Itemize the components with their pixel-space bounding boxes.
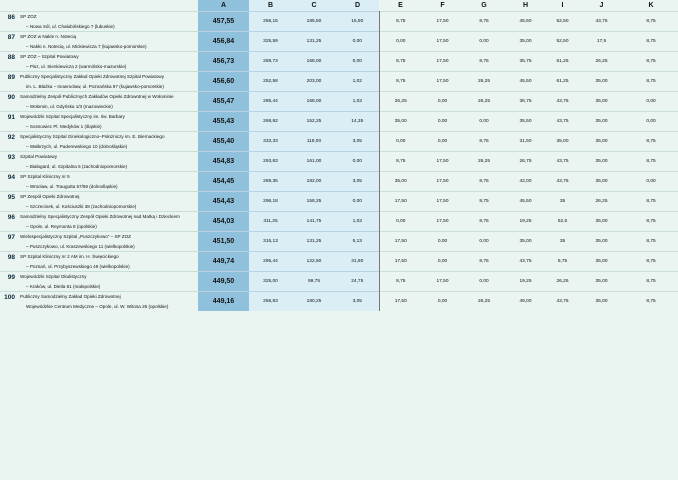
score-cell-I: 61,25 <box>546 52 579 72</box>
score-cell-K: 8,75 <box>624 292 678 312</box>
score-cell-G: 8,75 <box>463 172 505 192</box>
table-row <box>0 132 678 142</box>
score-cell-C: 168,00 <box>292 92 336 112</box>
score-cell-C: 119,00 <box>292 132 336 152</box>
score-cell-E: 8,75 <box>379 272 422 292</box>
score-cell-K: 8,75 <box>624 32 678 52</box>
score-cell-E: 26,25 <box>379 92 422 112</box>
hospital-name: Specjalistyczny Szpital Ginekologiczno–Położniczy im. E. Biernackiego <box>18 132 198 142</box>
score-cell-G: 0,00 <box>463 272 505 292</box>
hospital-name: SP ZOZ – Szpital Powiatowy <box>18 52 198 62</box>
score-cell-B: 295,44 <box>249 252 292 272</box>
score-cell-D: 31,80 <box>336 252 379 272</box>
score-cell-F: 17,50 <box>422 152 463 172</box>
score-cell-J: 43,75 <box>579 12 624 32</box>
score-cell-E: 35,00 <box>379 172 422 192</box>
hospital-address: – Nowa Sól, ul. Chałubińskiego 7 (lubuskie) <box>26 23 115 29</box>
hospital-name: Wojewódzki Szpital Specjalistyczny im. św. Barbary <box>18 112 198 122</box>
score-cell-H: 49,00 <box>505 292 546 312</box>
score-cell-I: 43,75 <box>546 92 579 112</box>
hospital-name: SP ZOZ <box>18 12 198 22</box>
total-score-cell: 455,43 <box>198 112 249 132</box>
hospital-address: – Wałbrzych, ul. Paderewskiego 10 (dolnośląskie) <box>26 143 128 149</box>
hospital-name: SP Szpital Kliniczny nr 5 <box>18 172 198 182</box>
score-cell-H: 43,75 <box>505 252 546 272</box>
score-cell-H: 31,50 <box>505 132 546 152</box>
score-cell-E: 17,50 <box>379 192 422 212</box>
rank-number: 93 <box>0 152 18 172</box>
score-cell-K: 8,75 <box>624 252 678 272</box>
score-cell-B: 269,35 <box>249 172 292 192</box>
score-cell-B: 311,25 <box>249 212 292 232</box>
rank-number: 90 <box>0 92 18 112</box>
score-cell-J: 35,00 <box>579 72 624 92</box>
score-cell-E: 8,75 <box>379 152 422 172</box>
score-cell-H: 19,25 <box>505 212 546 232</box>
score-cell-J: 35,00 <box>579 232 624 252</box>
score-cell-J: 35,00 <box>579 92 624 112</box>
hospital-name: Wojewódzki Szpital Okulistyczny <box>18 272 198 282</box>
table-row <box>0 52 678 62</box>
score-cell-G: 8,75 <box>463 12 505 32</box>
score-cell-D: 0,00 <box>336 192 379 212</box>
score-cell-I: 52,50 <box>546 32 579 52</box>
score-cell-C: 99,75 <box>292 272 336 292</box>
score-cell-H: 42,00 <box>505 172 546 192</box>
score-cell-G: 26,25 <box>463 92 505 112</box>
score-cell-J: 35,00 <box>579 152 624 172</box>
rank-number: 89 <box>0 72 18 92</box>
hospital-address: im. L. Błażka – Inowrocław, ul. Poznańska 97 (kujawsko-pomorskie) <box>26 83 164 89</box>
total-score-cell: 455,40 <box>198 132 249 152</box>
score-cell-H: 35,00 <box>505 32 546 52</box>
score-cell-K: 0,00 <box>624 92 678 112</box>
score-cell-I: 43,75 <box>546 292 579 312</box>
hospital-address: – Wołomin, ul. Gdyńska 1/3 (mazowieckie) <box>26 103 113 109</box>
score-cell-G: 8,75 <box>463 192 505 212</box>
score-cell-B: 288,73 <box>249 52 292 72</box>
header-C: C <box>292 0 336 12</box>
hospital-name: Publiczny Specjalistyczny Zakład Opieki Zdrowotnej Szpital Powiatowy <box>18 72 198 82</box>
score-cell-I: 61,25 <box>546 72 579 92</box>
score-cell-K: 8,75 <box>624 212 678 232</box>
score-cell-C: 152,25 <box>292 112 336 132</box>
score-cell-E: 0,00 <box>379 212 422 232</box>
score-cell-D: 24,75 <box>336 272 379 292</box>
total-score-cell: 449,74 <box>198 252 249 272</box>
rank-number: 88 <box>0 52 18 72</box>
score-cell-I: 43,75 <box>546 152 579 172</box>
score-cell-D: 0,00 <box>336 152 379 172</box>
header-D: D <box>336 0 379 12</box>
score-cell-E: 17,50 <box>379 252 422 272</box>
score-cell-D: 1,03 <box>336 212 379 232</box>
score-cell-J: 26,25 <box>579 192 624 212</box>
score-cell-J: 26,25 <box>579 52 624 72</box>
header-I: I <box>561 2 564 9</box>
score-cell-E: 0,00 <box>379 32 422 52</box>
score-cell-K: 8,75 <box>624 12 678 32</box>
score-cell-C: 180,25 <box>292 292 336 312</box>
hospital-address: – Puszczykowo, ul. Kraszewskiego 11 (wielkopolskie) <box>26 243 135 249</box>
header-name <box>18 0 198 12</box>
score-cell-B: 293,83 <box>249 152 292 172</box>
total-score-cell: 454,03 <box>198 212 249 232</box>
score-cell-E: 17,50 <box>379 292 422 312</box>
score-cell-D: 5,13 <box>336 232 379 252</box>
rank-number: 96 <box>0 212 18 232</box>
score-cell-F: 17,50 <box>422 212 463 232</box>
rank-number: 98 <box>0 252 18 272</box>
hospital-address: – Poznań, ul. Przybyszewskiego 49 (wielkopolskie) <box>26 263 130 269</box>
hospital-address: – Kraków, ul. Dietla 61 (małopolskie) <box>26 283 101 289</box>
hospital-name: SP Zespół Opieki Zdrowotnej <box>18 192 198 202</box>
score-cell-D: 3,05 <box>336 292 379 312</box>
hospital-address: – Nakło n. Notecią, ul. Mickiewicza 7 (kujawsko-pomorskie) <box>26 43 147 49</box>
total-score-cell: 455,47 <box>198 92 249 112</box>
score-cell-C: 185,50 <box>292 12 336 32</box>
score-cell-C: 141,75 <box>292 212 336 232</box>
rank-number: 86 <box>0 12 18 32</box>
header-H: H <box>522 2 529 9</box>
header-J: J <box>599 2 604 9</box>
score-cell-F: 0,00 <box>422 92 463 112</box>
rank-number: 100 <box>0 292 18 312</box>
score-cell-K: 8,75 <box>624 52 678 72</box>
score-cell-H: 26,75 <box>505 152 546 172</box>
score-cell-I: 26,25 <box>546 272 579 292</box>
score-cell-F: 17,50 <box>422 52 463 72</box>
score-cell-F: 0,00 <box>422 132 463 152</box>
rank-number: 91 <box>0 112 18 132</box>
score-cell-J: 35,00 <box>579 132 624 152</box>
score-cell-G: 0,00 <box>463 112 505 132</box>
score-cell-J: 35,00 <box>579 172 624 192</box>
score-cell-D: 1,03 <box>336 92 379 112</box>
header-F: F <box>440 2 445 9</box>
score-cell-J: 35,00 <box>579 212 624 232</box>
total-score-cell: 454,83 <box>198 152 249 172</box>
score-cell-H: 36,75 <box>505 92 546 112</box>
score-cell-F: 17,50 <box>422 32 463 52</box>
score-cell-B: 268,82 <box>249 112 292 132</box>
score-cell-E: 0,00 <box>379 132 422 152</box>
score-cell-J: 17,5 <box>579 32 624 52</box>
score-cell-G: 8,75 <box>463 132 505 152</box>
total-score-cell: 454,45 <box>198 172 249 192</box>
table-body <box>0 12 678 312</box>
score-cell-B: 325,00 <box>249 272 292 292</box>
table-row <box>0 12 678 22</box>
rank-number: 95 <box>0 192 18 212</box>
score-cell-B: 296,18 <box>249 192 292 212</box>
hospital-name: SP ZOZ w Nakle n. Notecią <box>18 32 198 42</box>
score-cell-I: 52,5 <box>546 212 579 232</box>
table-row <box>0 192 678 202</box>
hospital-name: Szpital Powiatowy <box>18 152 198 162</box>
rank-number: 94 <box>0 172 18 192</box>
table-row <box>0 272 678 282</box>
score-cell-E: 8,75 <box>379 52 422 72</box>
table-row <box>0 92 678 102</box>
score-cell-C: 203,00 <box>292 72 336 92</box>
score-cell-C: 161,00 <box>292 152 336 172</box>
score-cell-K: 8,75 <box>624 132 678 152</box>
score-cell-I: 52,50 <box>546 12 579 32</box>
hospital-address: – Sosnowiec Pl. Medyków 1 (śląskie) <box>26 123 102 129</box>
score-cell-K: 8,75 <box>624 232 678 252</box>
table-row <box>0 232 678 242</box>
score-cell-I: 35 <box>546 192 579 212</box>
score-cell-D: 3,05 <box>336 132 379 152</box>
header-rank <box>0 0 18 12</box>
score-cell-B: 256,15 <box>249 12 292 32</box>
score-cell-G: 26,25 <box>463 72 505 92</box>
score-cell-B: 286,44 <box>249 92 292 112</box>
score-cell-G: 8,75 <box>463 252 505 272</box>
score-cell-E: 35,00 <box>379 112 422 132</box>
table-row <box>0 32 678 42</box>
score-cell-F: 17,50 <box>422 272 463 292</box>
score-cell-F: 17,50 <box>422 72 463 92</box>
score-cell-B: 333,33 <box>249 132 292 152</box>
header-K: K <box>648 2 654 9</box>
score-cell-H: 19,25 <box>505 272 546 292</box>
total-score-cell: 457,55 <box>198 12 249 32</box>
score-cell-D: 14,35 <box>336 112 379 132</box>
score-cell-G: 8,75 <box>463 52 505 72</box>
score-cell-I: 43,75 <box>546 112 579 132</box>
hospital-name: Samodzielny Zespół Publicznych Zakładów Opieki Zdrowotnej w Wołominie <box>18 92 198 102</box>
score-cell-F: 0,00 <box>422 232 463 252</box>
hospital-address: – Białogard, ul. Szpitalna 5 (zachodniopomorskie) <box>26 163 128 169</box>
rank-number: 97 <box>0 232 18 252</box>
score-cell-K: 8,75 <box>624 72 678 92</box>
header-A: A <box>198 0 249 12</box>
score-cell-D: 3,05 <box>336 172 379 192</box>
score-cell-H: 35,00 <box>505 232 546 252</box>
score-cell-E: 17,50 <box>379 232 422 252</box>
score-cell-F: 17,50 <box>422 192 463 212</box>
hospital-name: Publiczny Samodzielny Zakład Opieki Zdrowotnej <box>18 292 198 302</box>
score-cell-F: 0,00 <box>422 292 463 312</box>
table-row <box>0 72 678 82</box>
score-cell-K: 8,75 <box>624 192 678 212</box>
hospital-address: Wojewódzkie Centrum Medyczne – Opole, ul. W. Witosa 26 (opolskie) <box>26 303 169 309</box>
table-row <box>0 152 678 162</box>
score-cell-E: 8,75 <box>379 72 422 92</box>
score-cell-H: 35,75 <box>505 52 546 72</box>
table-row <box>0 292 678 302</box>
header-E: E <box>398 2 403 9</box>
score-cell-E: 8,75 <box>379 12 422 32</box>
hospital-address: – Opole, ul. Reymonta 8 (opolskie) <box>26 223 97 229</box>
header-B: B <box>249 0 292 12</box>
score-cell-I: 35,00 <box>546 132 579 152</box>
score-cell-F: 17,50 <box>422 172 463 192</box>
total-score-cell: 449,50 <box>198 272 249 292</box>
rank-number: 87 <box>0 32 18 52</box>
score-cell-K: 8,75 <box>624 152 678 172</box>
score-cell-B: 256,83 <box>249 292 292 312</box>
score-cell-B: 315,13 <box>249 232 292 252</box>
score-cell-K: 8,75 <box>624 272 678 292</box>
hospital-address: – Szczecinek, ul. Kościuszki 38 (zachodniopomorskie) <box>26 203 137 209</box>
score-cell-B: 252,58 <box>249 72 292 92</box>
score-cell-H: 45,50 <box>505 72 546 92</box>
score-cell-G: 0,00 <box>463 32 505 52</box>
score-cell-J: 35,00 <box>579 272 624 292</box>
score-cell-C: 131,25 <box>292 232 336 252</box>
table-row <box>0 252 678 262</box>
total-score-cell: 456,84 <box>198 32 249 52</box>
total-score-cell: 456,60 <box>198 72 249 92</box>
score-cell-G: 26,25 <box>463 292 505 312</box>
score-cell-D: 15,90 <box>336 12 379 32</box>
score-cell-C: 158,25 <box>292 192 336 212</box>
rank-number: 92 <box>0 132 18 152</box>
rank-number: 99 <box>0 272 18 292</box>
score-cell-C: 122,50 <box>292 252 336 272</box>
score-cell-J: 35,00 <box>579 252 624 272</box>
hospital-address: – Pisz, ul. Sienkiewicza 2 (warmińsko-mazurskie) <box>26 63 127 69</box>
score-cell-K: 0,00 <box>624 112 678 132</box>
score-cell-J: 35,00 <box>579 292 624 312</box>
score-cell-I: 35 <box>546 232 579 252</box>
score-cell-C: 182,00 <box>292 172 336 192</box>
score-cell-H: 35,50 <box>505 112 546 132</box>
score-cell-I: 8,75 <box>546 252 579 272</box>
score-cell-F: 17,50 <box>422 12 463 32</box>
score-cell-C: 168,00 <box>292 52 336 72</box>
score-cell-G: 8,75 <box>463 212 505 232</box>
total-score-cell: 449,16 <box>198 292 249 312</box>
score-cell-H: 45,50 <box>505 12 546 32</box>
score-cell-I: 43,75 <box>546 172 579 192</box>
score-cell-F: 0,00 <box>422 112 463 132</box>
score-cell-F: 0,00 <box>422 252 463 272</box>
score-cell-D: 1,02 <box>336 72 379 92</box>
table-row <box>0 212 678 222</box>
score-cell-K: 0,00 <box>624 172 678 192</box>
hospital-name: Samodzielny Specjalistyczny Zespół Opieki Zdrowotnej nad Matką i Dzieckiem <box>18 212 198 222</box>
score-cell-J: 35,00 <box>579 112 624 132</box>
total-score-cell: 451,50 <box>198 232 249 252</box>
hospital-name: Wielospecjalistyczny Szpital „Puszczykowo” – SP ZOZ <box>18 232 198 242</box>
total-score-cell: 454,43 <box>198 192 249 212</box>
header-G: G <box>481 2 487 9</box>
table-row <box>0 172 678 182</box>
score-cell-B: 325,59 <box>249 32 292 52</box>
score-cell-D: 0,00 <box>336 52 379 72</box>
total-score-cell: 456,73 <box>198 52 249 72</box>
hospital-name: SP Szpital Kliniczny nr 2 AM im. H. Święcickiego <box>18 252 198 262</box>
score-cell-G: 0,00 <box>463 232 505 252</box>
table-row <box>0 112 678 122</box>
score-cell-G: 26,25 <box>463 152 505 172</box>
header-row <box>0 0 678 12</box>
score-cell-H: 45,50 <box>505 192 546 212</box>
score-cell-D: 0,00 <box>336 32 379 52</box>
score-cell-C: 131,25 <box>292 32 336 52</box>
hospital-address: – Wrocław, ul. Traugutta 57/59 (dolnośląskie) <box>26 183 118 189</box>
